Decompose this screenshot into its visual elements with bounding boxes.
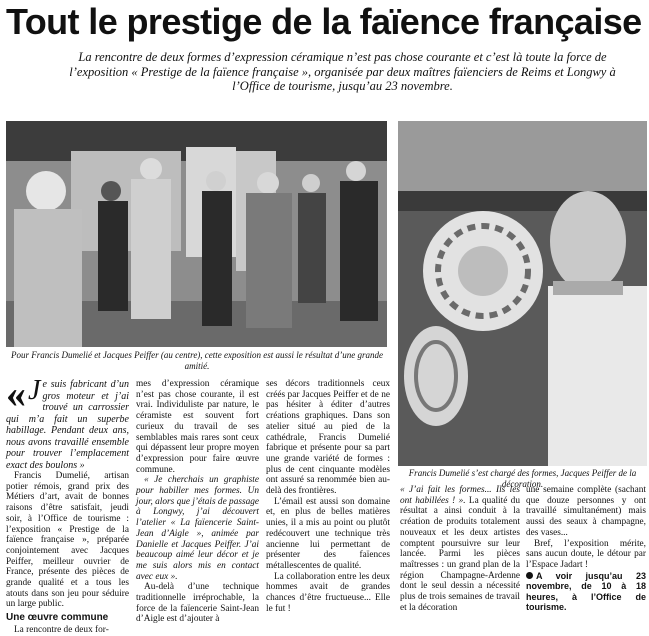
potter-photo	[398, 121, 647, 466]
practical-info-text: A voir jusqu’au 23 novembre, de 10 à 18 heures, à l’Office de tourisme.	[526, 570, 646, 613]
column-2	[136, 379, 259, 625]
practical-info	[526, 571, 646, 613]
group-photo	[6, 121, 387, 347]
bullet-icon	[526, 572, 533, 579]
article-headline: Tout le prestige de la faïence française	[6, 1, 642, 42]
column-4	[400, 485, 520, 613]
drop-cap: J	[28, 375, 41, 406]
column-1	[6, 371, 129, 636]
article-lead: La rencontre de deux formes d’expression céramique n’est pas chose courante et c’est là toute la force de l’exposition « Prestige de la faïence française », organisée par deux maîtres faïenciers de Reims et Longwy à l’Office de tourisme, jusqu’au 23 novembre.	[69, 50, 616, 93]
paragraph: L’émail est aussi son domaine et, en plus de belles matières unies, il a mis au point ou plutôt redécouvert une technique très ancienne lui permettant de présenter des faïences métallescentes de qualité.	[266, 496, 390, 571]
pull-quote	[6, 371, 129, 471]
paragraph-text: La qualité du résultat a ainsi conduit à la création de produits totalement nouveaux et les deux artistes comptent poursuivre sur leur lancée. Parmi les pièces maîtresses : un grand plan de la région Champagne-Ardenne dont le seul dessin a nécessité plus de trois semaines de travail et la décoration	[400, 495, 520, 613]
paragraph: La collaboration entre les deux hommes avait de grandes chances d’être fructueuse... Elle le fut !	[266, 571, 390, 614]
quote-mark: «	[6, 371, 26, 416]
quote-paragraph: « Je cherchais un graphiste pour habiller mes formes. Un jour, alors que j’étais de passage à Longwy, j’ai découvert l’atelier « La faïencerie Saint-Jean d’Aigle », animée par Danielle et Jacques Peiffer. J’ai beaucoup aimé leur décor et je me suis alors mis en contact avec eux ».	[136, 475, 259, 582]
paragraph: ses décors traditionnels ceux créés par Jacques Peiffer et de ne pas hésiter à éditer d’autres créations graphiques. Dans son atelier situé au pied de la cathédrale, Francis Dumelié fabrique et présente pour sa part une grande variété de formes : plus de cent cinquante modèles ont assuré sa renommée bien au-delà des frontières.	[266, 379, 390, 497]
paragraph: une semaine complète (sachant que douze personnes y ont travaillé simultanément) mais aussi des seaux à champagne, des vases...	[526, 485, 646, 538]
subheading: Une œuvre commune	[6, 612, 109, 624]
paragraph: Au-delà d’une technique traditionnelle irréprochable, la force de la faïencerie Saint-Jean d’Aigle est d’ajouter à	[136, 582, 259, 625]
quote-text: « J’ai fait les formes... Ils les ont habillées ! ».	[400, 485, 520, 506]
column-3	[266, 379, 390, 614]
paragraph: Bref, l’exposition mérite, sans aucun doute, le détour par l’Espace Jadart !	[526, 538, 646, 570]
column-5	[526, 485, 646, 613]
pull-quote-text: e suis fabricant d’un gros moteur et j’ai trouvé un carrossier qui m’a fait un superbe habillage. Pendant deux ans, nous avons travaillé ensemble pour trouver l’emplacement exact des boulons »	[6, 379, 129, 471]
paragraph: Francis Dumelié, artisan potier rémois, grand prix des Métiers d’art, avait de bonnes raisons d’être satisfait, jeudi soir, à l’Office de tourisme : l’exposition « Prestige de la faïence française », préparée conjointement avec Jacques Peiffer, meilleur ouvrier de France, présente des pièces de grande qualité et a tous les atouts dans son jeu pour séduire un large public.	[6, 471, 129, 610]
paragraph: mes d’expression céramique n’est pas chose courante, il est vrai. Individuliste par nature, le céramiste est souvent fort curieux du travail de ses semblables mais rares sont ceux qui dépassent leur propre moyen d’expression pour faire œuvre commune.	[136, 379, 259, 475]
group-photo-caption: Pour Francis Dumelié et Jacques Peiffer (au centre), cette exposition est aussi le résultat d’une grande amitié.	[10, 350, 384, 371]
potter-photo-caption: Francis Dumelié s’est chargé des formes, Jacques Peiffer de la décoration.	[408, 468, 637, 489]
paragraph: La rencontre de deux for-	[14, 625, 109, 636]
paragraph	[400, 485, 520, 613]
